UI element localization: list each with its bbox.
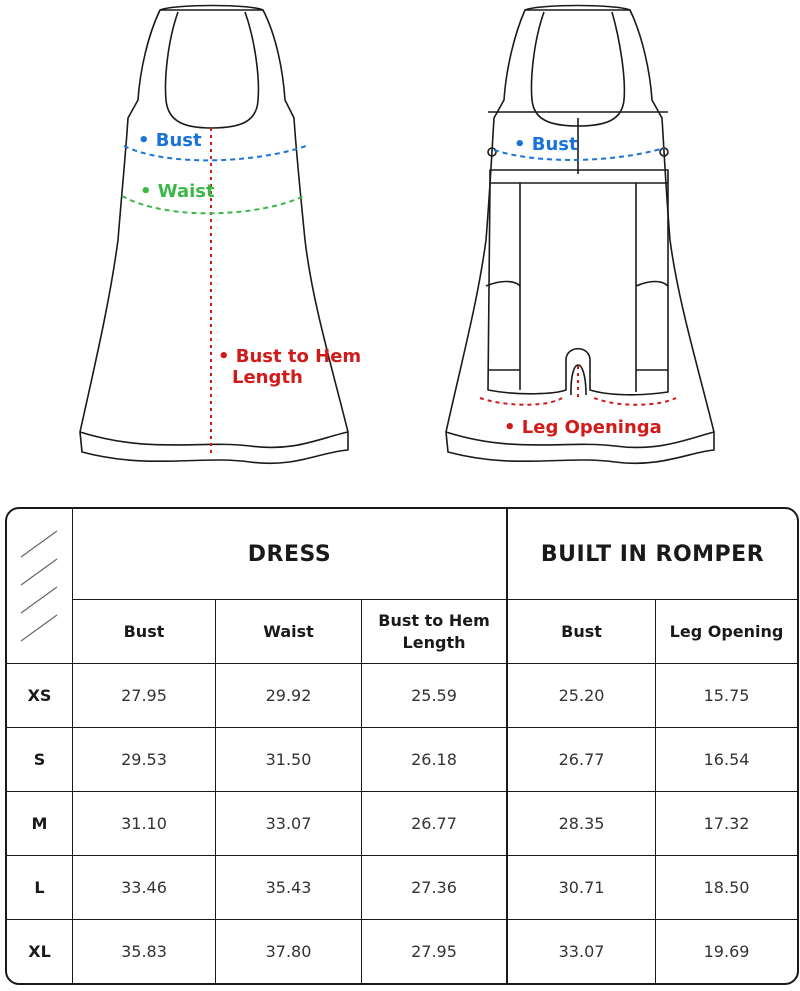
garment-diagrams <box>0 0 800 480</box>
table-cell: 27.36 <box>362 856 508 920</box>
col-header-dress-bust: Bust <box>73 600 216 664</box>
romper-leg-opening-line <box>480 398 562 405</box>
corner-cell <box>7 509 73 664</box>
romper-outline <box>446 10 714 463</box>
col-header-romper-bust: Bust <box>508 600 656 664</box>
table-cell: 33.07 <box>508 920 656 983</box>
size-label: XS <box>7 664 73 728</box>
dress-length-label-1: • Bust to Hem <box>218 346 362 367</box>
table-cell: 33.07 <box>216 792 362 856</box>
table-cell: 27.95 <box>362 920 508 983</box>
size-label: L <box>7 856 73 920</box>
group-header-row <box>7 509 797 600</box>
table-cell: 26.77 <box>508 728 656 792</box>
dress-inner-neck <box>166 12 259 128</box>
col-header-dress-waist: Waist <box>216 600 362 664</box>
table-cell: 27.95 <box>73 664 216 728</box>
table-row <box>7 920 797 983</box>
table-cell: 17.32 <box>656 792 797 856</box>
romper-group-header: BUILT IN ROMPER <box>508 509 797 600</box>
table-row <box>7 856 797 920</box>
table-row <box>7 792 797 856</box>
table-row <box>7 664 797 728</box>
dress-waist-label: • Waist <box>140 181 215 202</box>
table-cell: 26.18 <box>362 728 508 792</box>
size-chart-table <box>5 507 799 985</box>
dress-group-header: DRESS <box>73 509 508 600</box>
table-cell: 25.20 <box>508 664 656 728</box>
table-cell: 15.75 <box>656 664 797 728</box>
table-cell: 33.46 <box>73 856 216 920</box>
table-cell: 37.80 <box>216 920 362 983</box>
romper-bust-label: • Bust <box>514 134 578 155</box>
table-cell: 25.59 <box>362 664 508 728</box>
romper-shorts <box>488 183 668 395</box>
table-cell: 16.54 <box>656 728 797 792</box>
size-label: M <box>7 792 73 856</box>
table-cell: 29.53 <box>73 728 216 792</box>
size-label: S <box>7 728 73 792</box>
dress-diagram <box>80 6 348 464</box>
size-label: XL <box>7 920 73 983</box>
dress-length-label-2: Length <box>232 367 303 388</box>
table-cell: 35.43 <box>216 856 362 920</box>
table-cell: 31.10 <box>73 792 216 856</box>
table-cell: 28.35 <box>508 792 656 856</box>
table-cell: 30.71 <box>508 856 656 920</box>
romper-diagram <box>446 6 714 464</box>
dress-bust-label: • Bust <box>138 130 202 151</box>
dress-neckline <box>80 10 348 463</box>
table-cell: 26.77 <box>362 792 508 856</box>
col-header-romper-leg-opening: Leg Opening <box>656 600 797 664</box>
table-cell: 31.50 <box>216 728 362 792</box>
table-cell: 29.92 <box>216 664 362 728</box>
table-cell: 18.50 <box>656 856 797 920</box>
table-row <box>7 728 797 792</box>
hatch-icon <box>7 509 73 662</box>
table-cell: 19.69 <box>703 942 750 961</box>
col-header-dress-length: Bust to Hem Length <box>362 600 508 664</box>
table-cell: 35.83 <box>73 920 216 983</box>
romper-leg-opening-label: • Leg Openinga <box>504 417 662 438</box>
column-header-row <box>7 600 797 664</box>
